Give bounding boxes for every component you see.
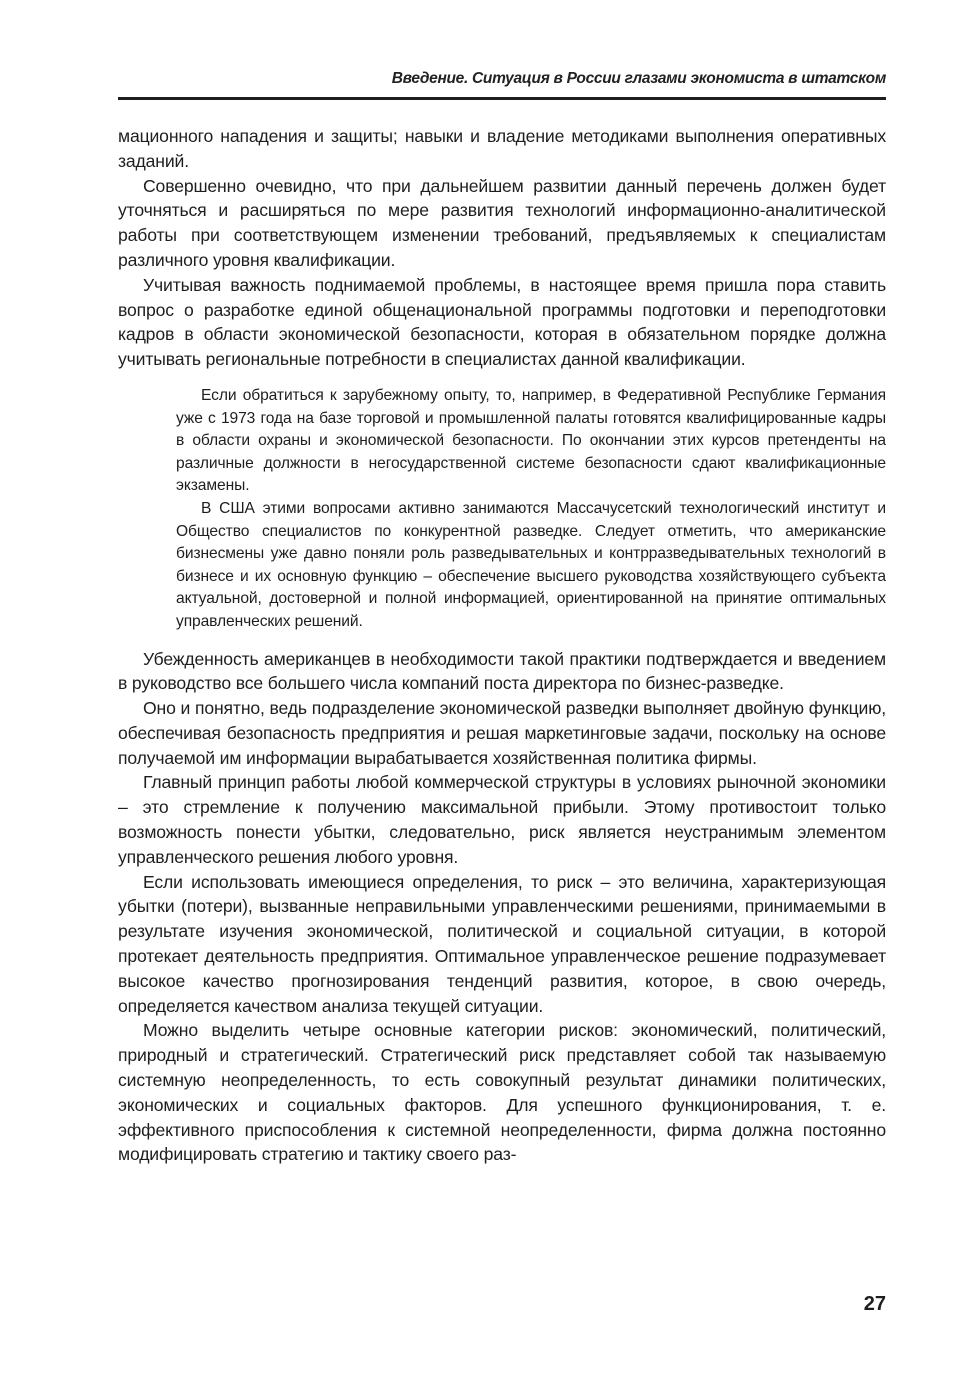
paragraph: Можно выделить четыре основные категории рисков: экономический, политический, природный и стратегический. Стратегический риск представляет собой так называемую системную неопределенность, то есть совокупный результат динамики политических, экономических и социальных факторов. Для успешного функционирования, т. е. эффективного приспособления к системной неопределенности, фирма должна постоянно модифицировать стратегию и тактику своего раз- [118, 1020, 886, 1165]
paragraph: Учитывая важность поднимаемой проблемы, в настоящее время пришла пора ставить вопрос о разработке единой общенациональной программы подготовки и переподготовки кадров в области экономической безопасности, которая в обязательном порядке должна учитывать региональные потребности в специалистах данной квалификации. [118, 274, 886, 370]
running-head: Введение. Ситуация в России глазами экономиста в штатском [391, 70, 886, 87]
paragraph: Если использовать имеющиеся определения, то риск – это величина, характеризующая убытки (потери), вызванные неправильными управленческими решениями, принимаемыми в результате изучения экономической, политической и социальной ситуации, в которой протекает деятельность предприятия. Оптимальное управленческое решение подразумевает высокое качество прогнозирования тенденций развития, которое, в свою очередь, определяется качеством анализа текущей ситуации. [118, 871, 886, 1016]
inset-paragraph: Если обратиться к зарубежному опыту, то, например, в Федеративной Республике Германия уже с 1973 года на базе торговой и промышленной палаты готовятся квалифицированные кадры в области охраны и экономической безопасности. По окончании этих курсов претенденты на различные должности в негосударственной системе безопасности сдают квалификационные экзамены. [176, 386, 886, 495]
main-text [118, 124, 886, 1167]
page-number: 27 [863, 1293, 886, 1315]
paragraph-continued: мационного нападения и защиты; навыки и владение методиками выполнения оперативных заданий. [118, 126, 886, 171]
paragraph: Оно и понятно, ведь подразделение экономической разведки выполняет двойную функцию, обеспечивая безопасность предприятия и решая маркетинговые задачи, поскольку на основе получаемой им информации вырабатывается хозяйственная политика фирмы. [118, 698, 886, 768]
header-rule [118, 97, 886, 100]
paragraph: Убежденность американцев в необходимости такой практики подтверждается и введением в руководство все большего числа компаний поста директора по бизнес-разведке. [118, 648, 886, 694]
paragraph: Главный принцип работы любой коммерческой структуры в условиях рыночной экономики – это стремление к получению максимальной прибыли. Этому противостоит только возможность понести убытки, следовательно, риск является неустранимым элементом управленческого решения любого уровня. [118, 772, 886, 867]
inset-paragraph: В США этими вопросами активно занимаются Массачусетский технологический институт и Общество специалистов по конкурентной разведке. Следует отметить, что американские бизнесмены уже давно поняли роль разведывательных и контрразведывательных технологий в бизнесе и их основную функцию – обеспечение высшего руководства хозяйствующего субъекта актуальной, достоверной и полной информацией, ориентированной на принятие оптимальных управленческих решений. [176, 499, 886, 630]
paragraph: Совершенно очевидно, что при дальнейшем развитии данный перечень должен будет уточняться и расширяться по мере развития технологий информационно-аналитической работы при соответствующем изменении требований, предъявляемых к специалистам различного уровня квалификации. [118, 175, 886, 270]
inset-block [176, 385, 886, 634]
